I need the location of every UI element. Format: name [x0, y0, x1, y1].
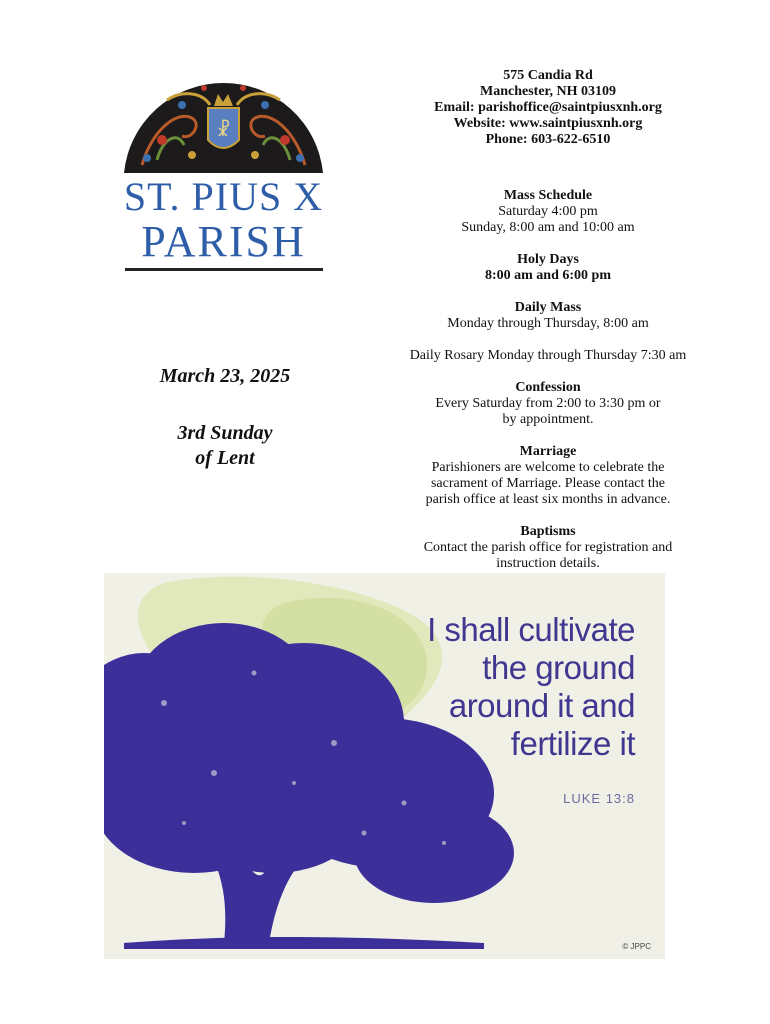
mass-schedule-line: Saturday 4:00 pm — [498, 204, 598, 219]
quote-line: I shall cultivate — [427, 611, 635, 648]
city: Manchester, NH 03109 — [480, 84, 616, 99]
address: 575 Candia Rd — [503, 68, 593, 83]
marriage-line: sacrament of Marriage. Please contact the — [430, 476, 665, 491]
holy-days-heading: Holy Days — [517, 252, 579, 267]
confession-line: Every Saturday from 2:00 to 3:30 pm or — [435, 396, 661, 411]
quote-line: fertilize it — [510, 725, 635, 762]
scripture-reference: LUKE 13:8 — [563, 791, 635, 806]
scripture-banner — [104, 573, 665, 959]
baptisms-line: instruction details. — [496, 556, 600, 571]
logo-text-st-pius-x: ST. PIUS X — [123, 174, 324, 219]
rosary-line: Daily Rosary Monday through Thursday 7:30 am — [409, 348, 687, 363]
email: Email: parishoffice@saintpiusxnh.org — [434, 100, 662, 115]
marriage-line: parish office at least six months in advance. — [425, 492, 671, 507]
liturgical-day-line2: of Lent — [195, 447, 255, 469]
baptisms-line: Contact the parish office for registration and — [423, 540, 673, 555]
marriage-heading: Marriage — [519, 444, 577, 459]
quote-line: the ground — [482, 649, 635, 686]
website: Website: www.saintpiusxnh.org — [453, 116, 643, 131]
daily-mass-line: Monday through Thursday, 8:00 am — [447, 316, 649, 331]
liturgical-day — [110, 421, 340, 471]
bulletin-date: March 23, 2025 — [159, 365, 291, 387]
liturgical-day-line1: 3rd Sunday — [177, 422, 273, 444]
scripture-quote — [427, 611, 635, 763]
parish-info — [398, 68, 698, 572]
logo-arch — [122, 70, 325, 174]
holy-days-line: 8:00 am and 6:00 pm — [484, 268, 611, 283]
confession-heading: Confession — [515, 380, 581, 395]
confession-line: by appointment. — [502, 412, 594, 427]
baptisms-heading: Baptisms — [520, 524, 576, 539]
mass-schedule-heading: Mass Schedule — [503, 188, 593, 203]
logo-underline — [125, 268, 323, 271]
quote-line: around it and — [448, 687, 635, 724]
marriage-line: Parishioners are welcome to celebrate the — [431, 460, 665, 475]
svg-text:☧: ☧ — [216, 120, 231, 140]
copyright-mark: © JPPC — [622, 942, 651, 951]
parish-logo — [122, 70, 325, 275]
mass-schedule-line: Sunday, 8:00 am and 10:00 am — [461, 220, 635, 235]
daily-mass-heading: Daily Mass — [514, 300, 582, 315]
phone: Phone: 603-622-6510 — [485, 132, 611, 147]
logo-text-parish: PARISH — [141, 217, 306, 266]
